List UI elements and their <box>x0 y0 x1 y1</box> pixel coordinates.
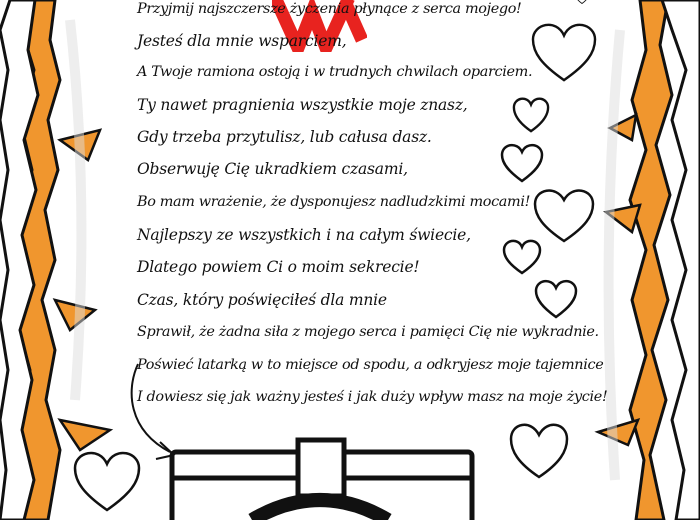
heart-icon <box>500 142 544 184</box>
heart-icon <box>512 96 550 134</box>
poem-line-8: Najlepszy ze wszystkich i na całym świecie, <box>137 226 471 244</box>
heart-icon <box>532 186 596 244</box>
poem-line-3: A Twoje ramiona ostoją i w trudnych chwilach oparciem. <box>137 64 533 80</box>
poem-line-6: Obserwuję Cię ukradkiem czasami, <box>137 160 408 178</box>
heart-icon <box>530 20 598 84</box>
poem-line-12: Poświeć latarką w to miejsce od spodu, a odkryjesz moje tajemnice <box>137 357 604 373</box>
poem-line-9: Dlatego powiem Ci o moim sekrecie! <box>137 258 420 276</box>
treasure-chest-icon <box>150 436 490 520</box>
poem-line-7: Bo mam wrażenie, że dysponujesz nadludzkimi mocami! <box>137 194 531 210</box>
poem-line-10: Czas, który poświęciłeś dla mnie <box>137 291 387 309</box>
heart-icon <box>502 238 542 276</box>
poem-line-1: Przyjmij najszczersze życzenia płynące z serca mojego! <box>137 1 522 17</box>
poem-line-2: Jesteś dla mnie wsparciem, <box>137 32 347 50</box>
heart-icon <box>508 420 570 480</box>
poem-line-5: Gdy trzeba przytulisz, lub całusa dasz. <box>137 128 432 146</box>
heart-icon <box>562 0 602 14</box>
poem-line-11: Sprawił, że żadna siła z mojego serca i pamięci Cię nie wykradnie. <box>137 324 599 340</box>
poem-line-13: I dowiesz się jak ważny jesteś i jak duży wpływ masz na moje życie! <box>137 389 608 405</box>
poem-line-4: Ty nawet pragnienia wszystkie moje znasz, <box>137 96 468 114</box>
heart-icon <box>534 278 578 320</box>
